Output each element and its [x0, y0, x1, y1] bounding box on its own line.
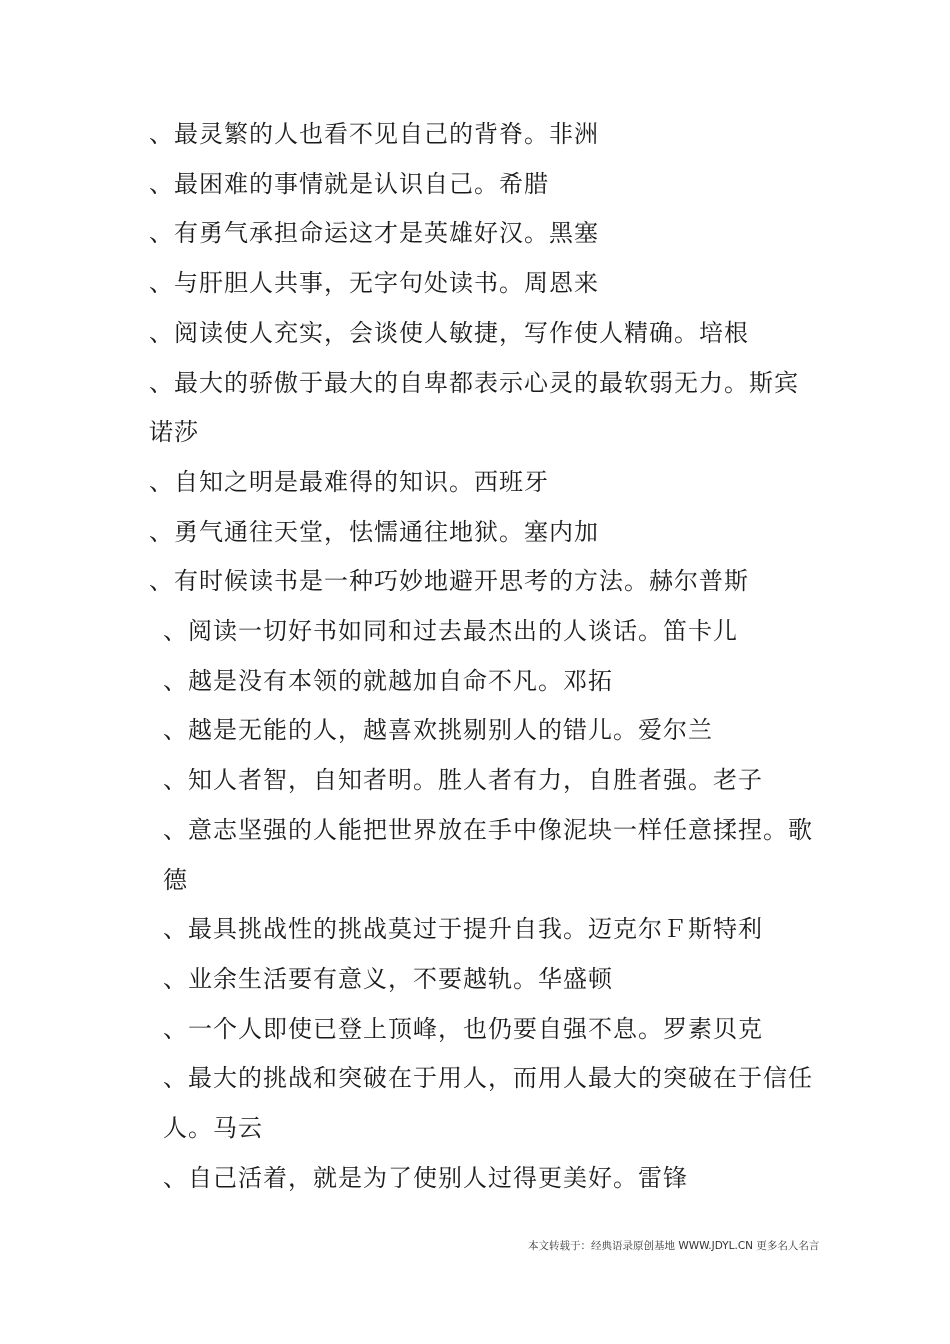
quote-list — [143, 110, 823, 1203]
quote-item: 、自己活着，就是为了使别人过得更美好。雷锋 — [163, 1163, 688, 1192]
quote-item: 、最大的挑战和突破在于用人，而用人最大的突破在于信任人。马云 — [163, 1064, 813, 1143]
quote-item: 、业余生活要有意义，不要越轨。华盛顿 — [163, 964, 613, 993]
quote-item: 、意志坚强的人能把世界放在手中像泥块一样任意揉捏。歌德 — [163, 815, 813, 894]
quote-item: 、最大的骄傲于最大的自卑都表示心灵的最软弱无力。斯宾诺莎 — [149, 368, 799, 447]
quote-item: 、有勇气承担命运这才是英雄好汉。黑塞 — [149, 219, 599, 248]
quote-item: 、有时候读书是一种巧妙地避开思考的方法。赫尔普斯 — [149, 567, 749, 596]
quote-item: 、越是没有本领的就越加自命不凡。邓拓 — [163, 666, 613, 695]
quote-item: 、阅读使人充实，会谈使人敏捷，写作使人精确。培根 — [149, 318, 749, 347]
quote-item: 、知人者智，自知者明。胜人者有力，自胜者强。老子 — [163, 766, 763, 795]
quote-item: 、最灵繁的人也看不见自己的背脊。非洲 — [149, 120, 599, 148]
quote-item: 、一个人即使已登上顶峰，也仍要自强不息。罗素贝克 — [163, 1014, 763, 1043]
quote-item: 、勇气通往天堂，怯懦通往地狱。塞内加 — [149, 517, 599, 546]
quote-item: 、自知之明是最难得的知识。西班牙 — [149, 467, 549, 496]
quote-item: 、越是无能的人，越喜欢挑剔别人的错儿。爱尔兰 — [163, 716, 713, 745]
page-footer: 本文转载于：经典语录原创基地 WWW.JDYL.CN 更多名人名言 — [528, 1240, 820, 1252]
quote-item: 、阅读一切好书如同和过去最杰出的人谈话。笛卡儿 — [163, 617, 738, 646]
quote-item: 、与肝胆人共事，无字句处读书。周恩来 — [149, 269, 599, 298]
quote-item: 、最困难的事情就是认识自己。希腊 — [149, 169, 549, 198]
quote-item: 、最具挑战性的挑战莫过于提升自我。迈克尔Ｆ斯特利 — [163, 915, 763, 944]
